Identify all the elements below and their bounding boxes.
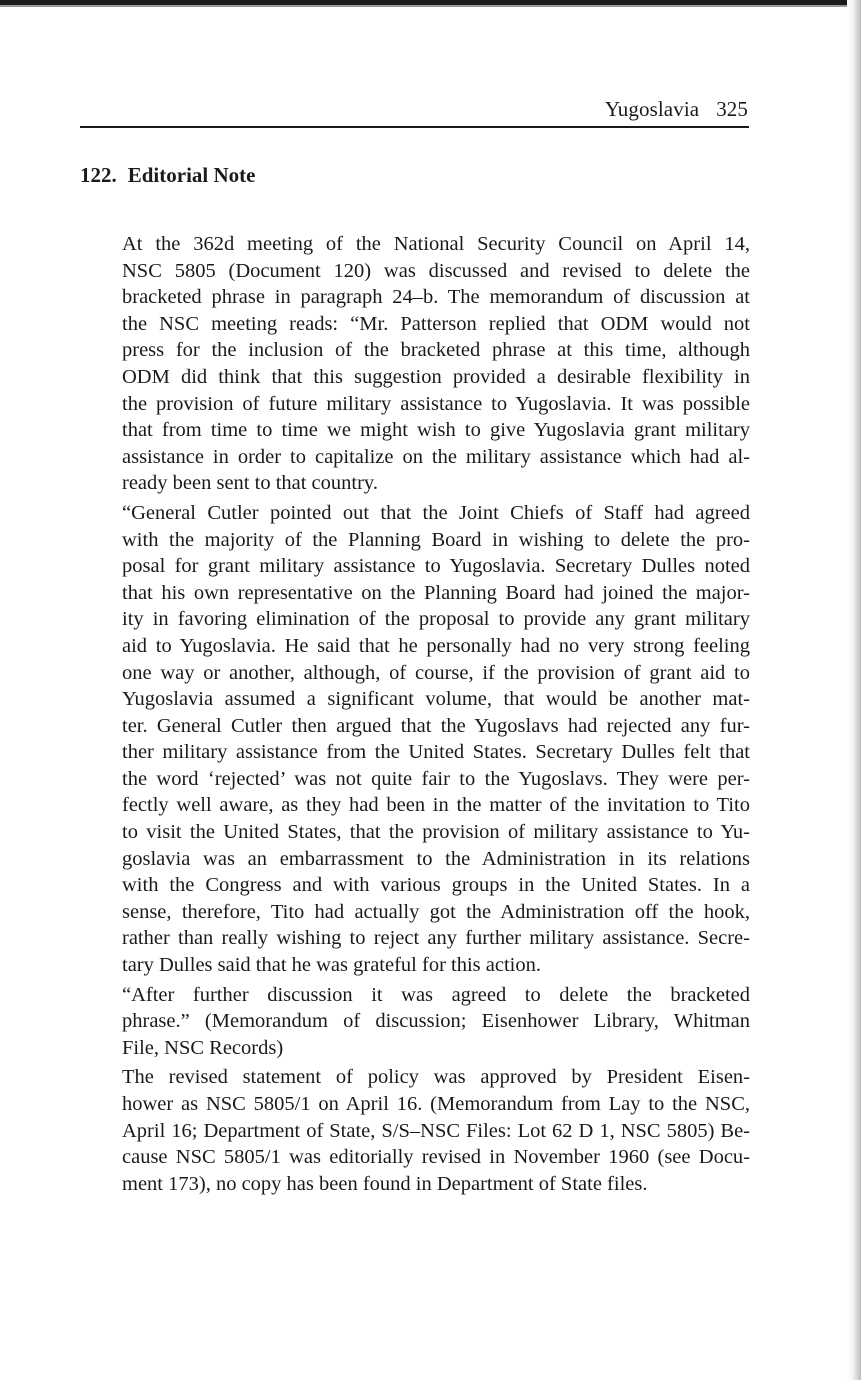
text-line: ment 173), no copy has been found in Department of State files. <box>122 1172 648 1195</box>
text-line: ter. General Cutler then argued that the Yugoslavs had rejected any fur- <box>122 714 750 737</box>
text-line: hower as NSC 5805/1 on April 16. (Memorandum from Lay to the NSC, <box>122 1093 750 1115</box>
text-line: aid to Yugoslavia. He said that he personally had no very strong feeling <box>122 634 750 657</box>
text-line: “After further discussion it was agreed to delete the bracketed <box>122 983 750 1006</box>
text-line: At the 362d meeting of the National Security Council on April 14, <box>122 233 750 255</box>
document-heading <box>80 161 255 189</box>
paragraph <box>80 1064 750 1197</box>
scan-right-edge <box>847 0 861 1380</box>
text-line: that his own representative on the Planning Board had joined the major- <box>122 581 750 604</box>
text-line: “General Cutler pointed out that the Joint Chiefs of Staff had agreed <box>122 501 750 524</box>
text-line: ity in favoring elimination of the proposal to provide any grant military <box>122 608 750 631</box>
document-title: Editorial Note <box>127 163 256 187</box>
text-line: tary Dulles said that he was grateful for this action. <box>122 954 541 977</box>
text-line: bracketed phrase in paragraph 24–b. The memorandum of discussion at <box>122 286 750 309</box>
running-head <box>80 96 748 122</box>
text-line: ready been sent to that country. <box>122 472 378 495</box>
text-line: goslavia was an embarrassment to the Administration in its relations <box>122 847 750 870</box>
text-line: the NSC meeting reads: “Mr. Patterson replied that ODM would not <box>122 312 750 335</box>
body-text <box>80 231 750 1197</box>
text-line: File, NSC Records) <box>122 1036 284 1059</box>
page-number: 325 <box>716 97 748 121</box>
paragraph <box>80 500 750 979</box>
text-line: the word ‘rejected’ was not quite fair to the Yugoslavs. They were per- <box>122 767 750 790</box>
text-line: posal for grant military assistance to Yugoslavia. Secretary Dulles noted <box>122 555 750 578</box>
text-line: NSC 5805 (Document 120) was discussed and revised to delete the <box>122 259 750 282</box>
paragraph <box>80 231 750 497</box>
text-line: that from time to time we might wish to give Yugoslavia grant military <box>122 419 750 442</box>
text-line: cause NSC 5805/1 was editorially revised in November 1960 (see Docu- <box>122 1146 750 1169</box>
text-line: rather than really wishing to reject any further military assistance. Secre- <box>122 927 750 950</box>
text-line: fectly well aware, as they had been in the matter of the invitation to Tito <box>122 794 750 817</box>
scan-top-edge <box>0 0 861 5</box>
document-number: 122. <box>80 163 117 187</box>
text-line: to visit the United States, that the provision of military assistance to Yu- <box>122 821 750 844</box>
text-line: ODM did think that this suggestion provided a desirable flexibility in <box>122 365 750 388</box>
running-head-section: Yugoslavia <box>604 97 700 121</box>
text-line: Yugoslavia assumed a significant volume, that would be another mat- <box>122 688 750 711</box>
text-line: one way or another, although, of course, if the provision of grant aid to <box>122 661 750 684</box>
text-line: the provision of future military assistance to Yugoslavia. It was possible <box>122 392 750 415</box>
header-rule <box>80 126 749 128</box>
text-line: press for the inclusion of the bracketed phrase at this time, although <box>122 339 750 362</box>
paragraph <box>80 982 750 1062</box>
text-line: April 16; Department of State, S/S–NSC Files: Lot 62 D 1, NSC 5805) Be- <box>122 1119 750 1142</box>
text-line: with the majority of the Planning Board in wishing to delete the pro- <box>122 528 750 551</box>
text-line: ther military assistance from the United States. Secretary Dulles felt that <box>122 741 750 764</box>
text-line: phrase.” (Memorandum of discussion; Eisenhower Library, Whitman <box>122 1010 750 1033</box>
text-line: with the Congress and with various groups in the United States. In a <box>122 874 750 897</box>
text-line: sense, therefore, Tito had actually got the Administration off the hook, <box>122 900 750 923</box>
text-line: The revised statement of policy was approved by President Eisen- <box>122 1066 750 1089</box>
text-line: assistance in order to capitalize on the military assistance which had al- <box>122 445 750 468</box>
